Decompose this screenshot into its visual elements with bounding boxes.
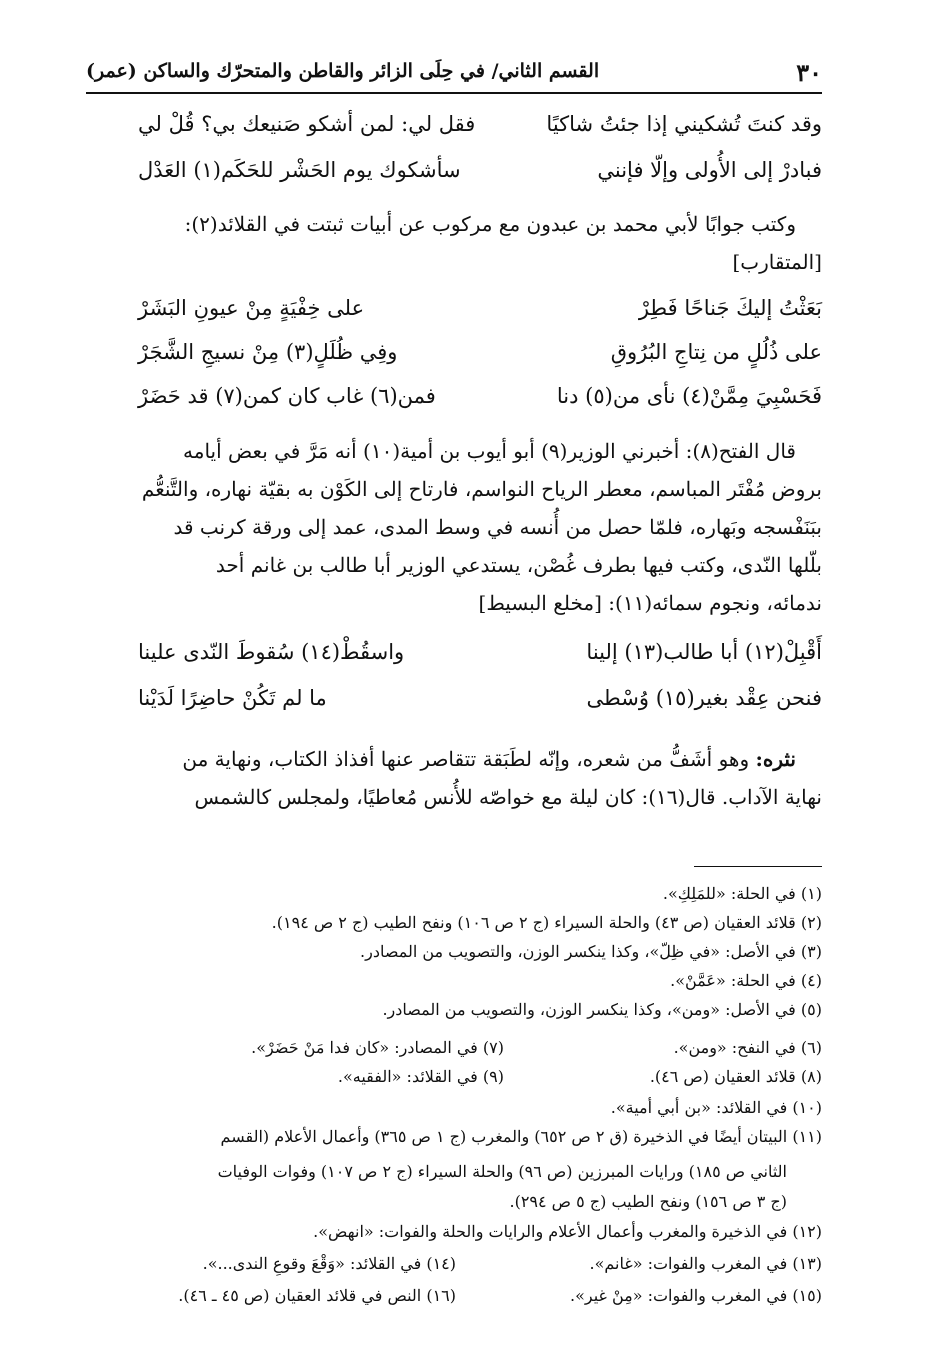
prose-line xyxy=(86,740,822,778)
footnote: (١) في الحلة: «للمَلِكِ». xyxy=(662,884,822,903)
footnote: (٩) في القلائد: «الفقيه». xyxy=(337,1067,504,1086)
verse-first-hemistich: على ذُلُلٍ من نِتاجِ البُرُوقِ xyxy=(610,340,822,364)
prose-line: بروض مُفْتَر المباسم، معطر الرياح النواسم، فارتاح إلى الكَوْن به بقيّة نهاره، والتَّنعُّم xyxy=(141,477,822,501)
verse-line xyxy=(86,296,822,336)
footnote-continuation: الثاني ص ١٨٥) ورايات المبرزين (ص ٩٦) والحلة السيراء (ج ٢ ص ١٠٧) وفوات الوفيات xyxy=(217,1162,787,1181)
verse-first-hemistich: فبادرْ إلى الأُولى وإلّا فإنني xyxy=(597,158,822,182)
footnote: (٧) في المصادر: «كان فدا مَنْ حَضَرْ». xyxy=(251,1038,504,1057)
verse-line xyxy=(86,640,822,680)
footnote: (٢) قلائد العقيان (ص ٤٣) والحلة السيراء (ج ٢ ص ١٠٦) ونفح الطيب (ج ٢ ص ١٩٤). xyxy=(271,913,822,932)
verse-first-hemistich: وقد كنتَ تُشكيني إذا جئتُ شاكيًا xyxy=(546,112,822,136)
footnote: (١٣) في المغرب والفوات: «غانم». xyxy=(589,1254,822,1273)
intro-paragraph xyxy=(86,205,822,243)
footnote: (١٠) في القلائد: «بن أبي أمية». xyxy=(610,1098,822,1117)
prose-line-text: ندمائه، ونجوم سمائه(١١): xyxy=(608,591,822,615)
footnote: (٤) في الحلة: «عَمَّنْ». xyxy=(670,971,822,990)
footnote: (١٥) في المغرب والفوات: «مِنْ غير». xyxy=(569,1286,822,1305)
verse-second-hemistich: وفِي ظُلَلٍ(٣) مِنْ نسيجِ الشَّجَرْ xyxy=(138,340,398,364)
prose-line xyxy=(86,584,822,622)
verse-second-hemistich: فقل لي: لمن أشكو صَنيعك بي؟ قُلْ لي xyxy=(138,112,476,136)
footnote: (٥) في الأصل: «ومن»، وكذا ينكسر الوزن، والتصويب من المصادر. xyxy=(382,1000,822,1019)
meter-label: [المتقارب] xyxy=(732,250,822,274)
page-number: ٣٠ xyxy=(796,58,822,87)
prose-paragraph xyxy=(86,740,822,816)
footnote: (٨) قلائد العقيان (ص ٤٦). xyxy=(649,1067,822,1086)
footnote: (١٤) في القلائد: «وَقْعَ وقوعِ الندى...». xyxy=(202,1254,456,1273)
verse-line xyxy=(86,112,822,152)
meter-label: [مخلع البسيط] xyxy=(478,591,602,615)
verse-first-hemistich: أَقْبِلْ(١٢) أبا طالب(١٣) إلينا xyxy=(586,640,822,664)
footnote: (١٦) النص في قلائد العقيان (ص ٤٥ ـ ٤٦). xyxy=(178,1286,456,1305)
verse-second-hemistich: ما لم تَكُنْ حاضِرًا لَدَيْنا xyxy=(138,686,327,710)
footnote-continuation: (ج ٣ ص ١٥٦) ونفح الطيب (ج ٥ ص ٢٩٤). xyxy=(509,1192,787,1211)
prose-line: نهاية الآداب. قال(١٦): كان ليلة مع خواصّه للأُنس مُعاطيًا، ولمجلس كالشمس xyxy=(194,785,822,809)
prose-line: ببَنَفْسجه وبَهاره، فلمّا حصل من أُنسه في وسط المدى، عمد إلى ورقة كرنب قد xyxy=(173,515,822,539)
footnote: (١٢) في الذخيرة والمغرب وأعمال الأعلام والرايات والحلة والفوات: «انهض». xyxy=(313,1222,822,1241)
verse-line xyxy=(86,686,822,726)
verse-line xyxy=(86,340,822,380)
intro-text: وكتب جوابًا لأبي محمد بن عبدون مع مركوب عن أبيات ثبتت في القلائد(٢): xyxy=(184,212,796,236)
footnote: (١١) البيتان أيضًا في الذخيرة (ق ٢ ص ٦٥٢) والمغرب (ج ١ ص ٣٦٥) وأعمال الأعلام (القسم xyxy=(220,1127,822,1146)
verse-second-hemistich: سأشكوك يوم الحَشْر للحَكَم(١) العَدْل xyxy=(138,158,461,182)
section-lead: نثره: xyxy=(755,747,796,771)
footnote-separator xyxy=(694,866,822,867)
running-title: القسم الثاني/ في حِلَى الزائر والقاطن والمتحرّك والساكن (عمر) xyxy=(86,60,600,82)
footnote: (٣) في الأصل: «في ظِلّ»، وكذا ينكسر الوزن، والتصويب من المصادر. xyxy=(360,942,822,961)
verse-first-hemistich: فنحن عِقْد بغير(١٥) وُسْطى xyxy=(586,686,822,710)
prose-line-text: وهو أشَفُّ من شعره، وإنّه لطَبَقة تتقاصر عنها أفذاذ الكتاب، ونهاية من xyxy=(182,747,750,771)
verse-line xyxy=(86,384,822,424)
verse-second-hemistich: واسقُطْ(١٤) سُقوطَ النّدى علينا xyxy=(138,640,405,664)
page-header xyxy=(86,54,822,94)
prose-line: قال الفتح(٨): أخبرني الوزير(٩) أبو أيوب بن أمية(١٠) أنه مَرَّ في بعض أيامه xyxy=(183,439,796,463)
prose-paragraph xyxy=(86,432,822,622)
footnote: (٦) في النفح: «ومن». xyxy=(673,1038,822,1057)
verse-first-hemistich: بَعَثْتُ إليكَ جَناحًا فَطِرْ xyxy=(638,296,822,320)
prose-line: بلّلها النّدى، وكتب فيها بطرف غُصْن، يستدعي الوزير أبا طالب بن غانم أحد xyxy=(215,553,822,577)
verse-line xyxy=(86,158,822,198)
verse-second-hemistich: فمن(٦) غاب كان كمن(٧) قد حَضَرْ xyxy=(138,384,436,408)
verse-second-hemistich: على خِفْيَةٍ مِنْ عيونِ البَشَرْ xyxy=(138,296,365,320)
verse-first-hemistich: فَحَسْبِيَ مِمَّنْ(٤) نأى من(٥) دنا xyxy=(556,384,822,408)
